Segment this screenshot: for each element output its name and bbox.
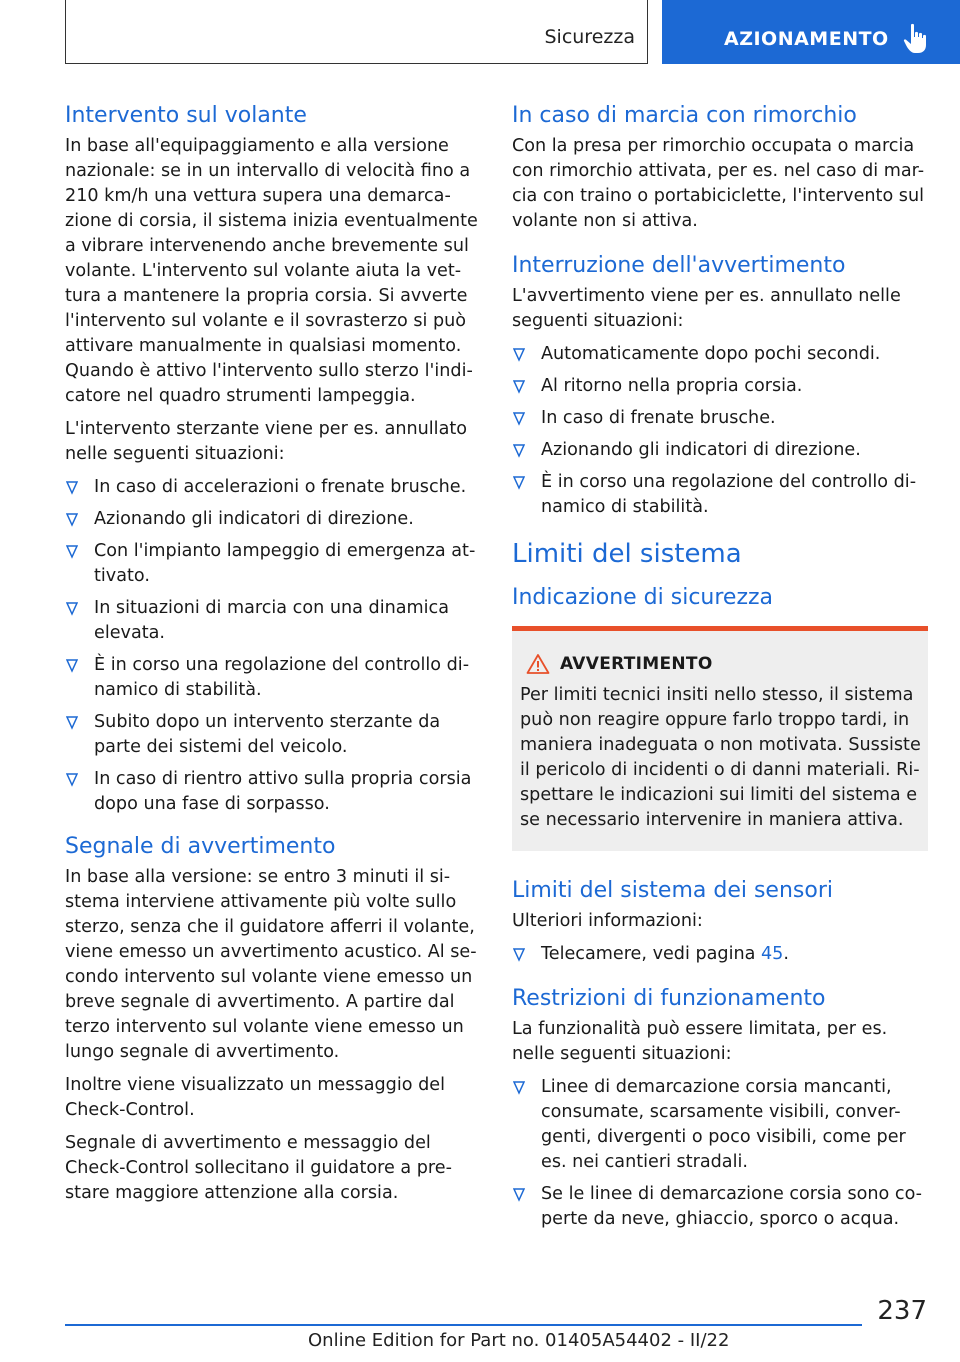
bullet-list — [65, 475, 481, 817]
list-item: È in corso una regolazione del controllo di-namico di stabilità. — [65, 653, 481, 703]
paragraph: L'intervento sterzante viene per es. annullato nelle seguenti situazioni: — [65, 419, 468, 464]
warning-triangle-icon — [526, 653, 550, 675]
triangle-bullet-icon — [66, 716, 78, 730]
list-item: In caso di frenate brusche. — [512, 406, 928, 431]
list-item: Linee di demarcazione corsia mancanti, consumate, scarsamente visibili, conver-genti, divergenti o poco visibili, come per es. nei cantieri stradali. — [512, 1075, 928, 1175]
bullet-list — [512, 342, 928, 520]
page-number: 237 — [877, 1296, 927, 1326]
list-item: In caso di rientro attivo sulla propria corsia dopo una fase di sorpasso. — [65, 767, 481, 817]
list-item: Telecamere, vedi pagina 45. — [512, 942, 928, 967]
header-chapter-tab — [662, 0, 960, 64]
warning-header — [526, 653, 922, 675]
subsection-title-sicurezza: Indicazione di sicurezza — [512, 585, 774, 610]
header-section-title: Sicurezza — [544, 26, 635, 48]
footer-edition: Online Edition for Part no. 01405A54402 - II/22 — [308, 1330, 730, 1351]
triangle-bullet-icon — [513, 380, 525, 394]
triangle-bullet-icon — [66, 481, 78, 495]
list-item: Azionando gli indicatori di direzione. — [512, 438, 928, 463]
triangle-bullet-icon — [513, 476, 525, 490]
paragraph: Ulteriori informazioni: — [512, 911, 703, 931]
right-column — [512, 100, 928, 1240]
section-title-sensori: Limiti del sistema dei sensori — [512, 878, 833, 903]
header-chapter-title: AZIONAMENTO — [724, 28, 889, 50]
triangle-bullet-icon — [66, 659, 78, 673]
list-item: È in corso una regolazione del controllo di-namico di stabilità. — [512, 470, 928, 520]
list-item: Se le linee di demarcazione corsia sono co-perte da neve, ghiaccio, sporco o acqua. — [512, 1182, 928, 1232]
triangle-bullet-icon — [513, 1188, 525, 1202]
list-item: Al ritorno nella propria corsia. — [512, 374, 928, 399]
page-link[interactable]: 45 — [760, 944, 784, 964]
footer-divider — [65, 1324, 862, 1326]
warning-box — [512, 626, 928, 851]
triangle-bullet-icon — [513, 444, 525, 458]
list-item: Automaticamente dopo pochi secondi. — [512, 342, 928, 367]
paragraph: In base alla versione: se entro 3 minuti il si-stema interviene attivamente più volte sullo sterzo, senza che il guidatore afferri il volante, viene emesso un avvertimento acustico. Al se-condo intervento sul volante viene emesso un breve segnale di avvertimento. A partire dal terzo intervento sul volante viene emesso un lungo segnale di avvertimento. — [65, 867, 477, 1062]
paragraph: In base all'equipaggiamento e alla versione nazionale: se in un intervallo di velocità fino a 210 km/h una vettura supera una demarca-zione di corsia, il sistema inizia eventualmente a vibrare intervenendo anche brevemente sul volante. L'intervento sul volante aiuta la vet-tura a mantenere la propria corsia. Si avverte l'intervento sul volante e il sovrasterzo si può attivare manualmente in qualsiasi momento. Quando è attivo l'intervento sullo sterzo l'indi-catore nel quadro strumenti lampeggia. — [65, 136, 478, 406]
hand-pointer-icon — [902, 22, 932, 60]
list-item: Subito dopo un intervento sterzante da parte dei sistemi del veicolo. — [65, 710, 481, 760]
paragraph: Inoltre viene visualizzato un messaggio del Check-Control. — [65, 1075, 445, 1120]
triangle-bullet-icon — [66, 602, 78, 616]
paragraph: Segnale di avvertimento e messaggio del Check-Control sollecitano il guidatore a pre-stare maggiore attenzione alla corsia. — [65, 1133, 452, 1203]
section-title-segnale: Segnale di avvertimento — [65, 834, 336, 859]
section-title-restrizioni: Restrizioni di funzionamento — [512, 986, 826, 1011]
list-item: In caso di accelerazioni o frenate brusche. — [65, 475, 481, 500]
list-item: In situazioni di marcia con una dinamica elevata. — [65, 596, 481, 646]
left-column — [65, 100, 481, 1214]
triangle-bullet-icon — [66, 773, 78, 787]
bullet-list — [512, 1075, 928, 1232]
section-title-intervento: Intervento sul volante — [65, 103, 307, 128]
list-item: Azionando gli indicatori di direzione. — [65, 507, 481, 532]
paragraph: Con la presa per rimorchio occupata o marcia con rimorchio attivata, per es. nel caso di mar-cia con traino o portabiciclette, l'intervento sul volante non si attiva. — [512, 136, 925, 231]
triangle-bullet-icon — [66, 545, 78, 559]
header-section-frame — [65, 0, 648, 64]
triangle-bullet-icon — [66, 513, 78, 527]
section-title-rimorchio: In caso di marcia con rimorchio — [512, 103, 857, 128]
section-title-limiti: Limiti del sistema — [512, 539, 742, 569]
list-item: Con l'impianto lampeggio di emergenza at-tivato. — [65, 539, 481, 589]
triangle-bullet-icon — [513, 348, 525, 362]
section-title-interruzione: Interruzione dell'avvertimento — [512, 253, 846, 278]
warning-text: Per limiti tecnici insiti nello stesso, il sistema può non reagire oppure farlo troppo tardi, in maniera inadeguata o non motivata. Sussiste il pericolo di incidenti o di danni materiali. Ri-spettare le indicazioni sui limiti del sistema e se necessario intervenire in maniera attiva. — [520, 685, 921, 830]
warning-title: AVVERTIMENTO — [560, 654, 713, 674]
bullet-list — [512, 942, 928, 967]
paragraph: La funzionalità può essere limitata, per es. nelle seguenti situazioni: — [512, 1019, 888, 1064]
triangle-bullet-icon — [513, 948, 525, 962]
triangle-bullet-icon — [513, 1081, 525, 1095]
paragraph: L'avvertimento viene per es. annullato nelle seguenti situazioni: — [512, 286, 901, 331]
triangle-bullet-icon — [513, 412, 525, 426]
